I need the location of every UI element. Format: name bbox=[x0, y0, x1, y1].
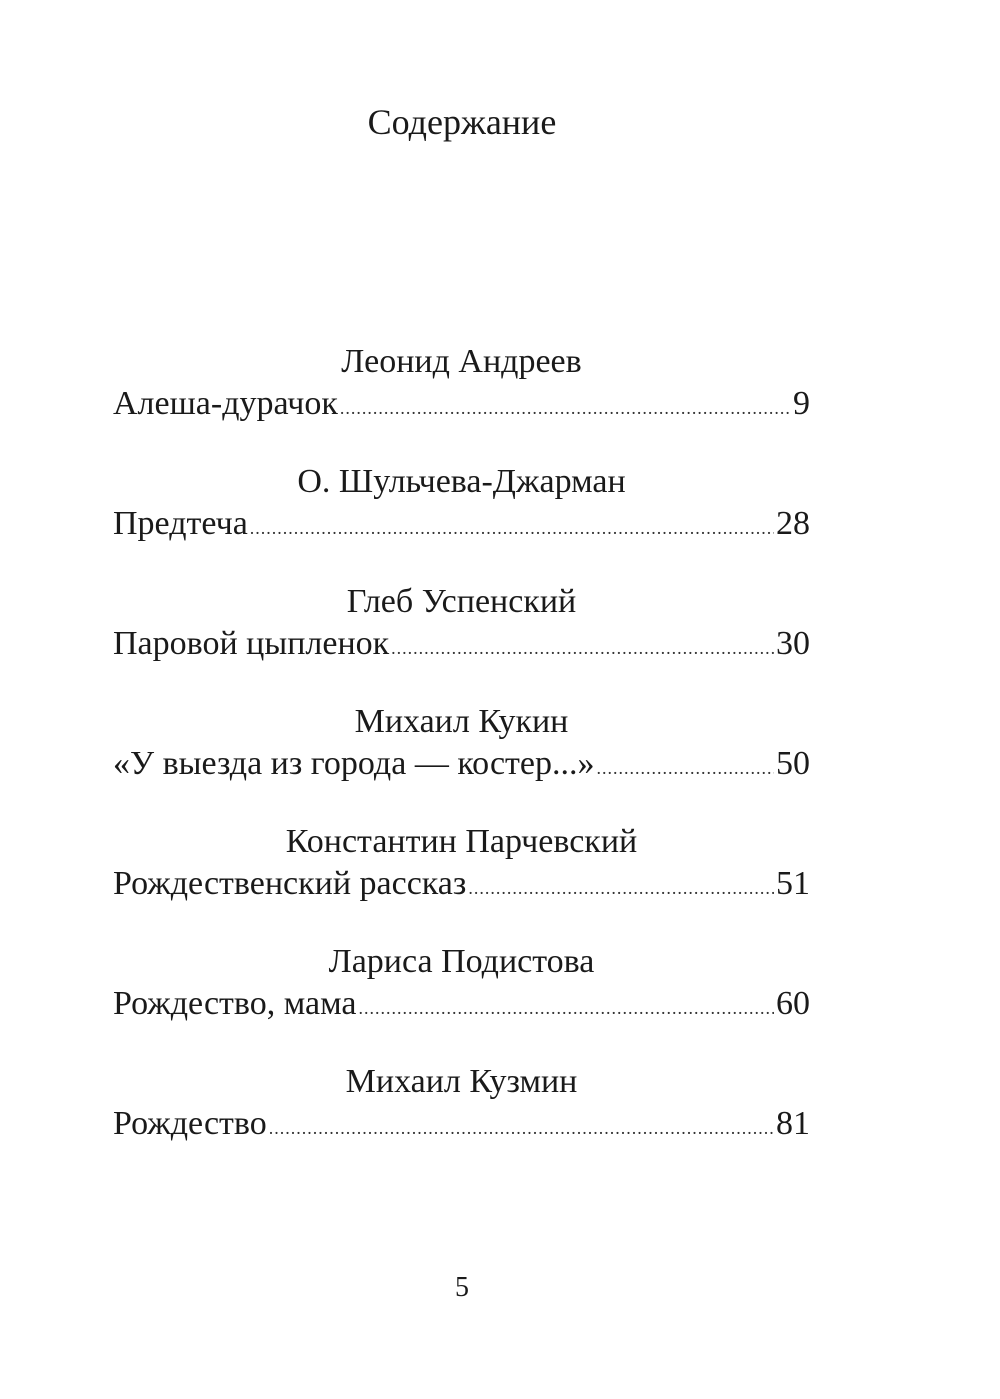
toc-page-number: 60 bbox=[776, 985, 810, 1022]
page-number: 5 bbox=[455, 1272, 469, 1303]
dot-leader bbox=[340, 384, 791, 432]
toc-page-number: 51 bbox=[776, 865, 810, 902]
toc-entry bbox=[113, 1058, 810, 1178]
toc-line[interactable] bbox=[113, 500, 810, 548]
toc-page-number: 9 bbox=[793, 385, 810, 422]
toc-entry bbox=[113, 938, 810, 1058]
toc-work-title: Предтеча bbox=[113, 505, 248, 542]
toc-line[interactable] bbox=[113, 1100, 810, 1148]
toc-entry bbox=[113, 578, 810, 698]
toc-author: Михаил Кузмин bbox=[345, 1063, 578, 1100]
toc-work-title: Рождество, мама bbox=[113, 985, 357, 1022]
toc-page-number: 28 bbox=[776, 505, 810, 542]
toc-entry bbox=[113, 818, 810, 938]
toc-line[interactable] bbox=[113, 980, 810, 1028]
dot-leader bbox=[468, 864, 774, 912]
dot-leader bbox=[358, 984, 774, 1032]
toc-work-title: «У выезда из города — костер...» bbox=[113, 745, 595, 782]
toc-entry bbox=[113, 698, 810, 818]
toc-page-number: 81 bbox=[776, 1105, 810, 1142]
toc-page-number: 50 bbox=[776, 745, 810, 782]
toc-entry bbox=[113, 338, 810, 458]
toc-line[interactable] bbox=[113, 380, 810, 428]
toc-line[interactable] bbox=[113, 740, 810, 788]
toc-author: Михаил Кукин bbox=[354, 703, 569, 740]
toc-work-title: Алеша-дурачок bbox=[113, 385, 338, 422]
toc-author: Леонид Андреев bbox=[341, 343, 582, 380]
dot-leader bbox=[391, 624, 774, 672]
toc-page-number: 30 bbox=[776, 625, 810, 662]
dot-leader bbox=[250, 504, 774, 552]
toc-work-title: Паровой цыпленок bbox=[113, 625, 390, 662]
dot-leader bbox=[269, 1104, 774, 1152]
toc-author: Глеб Успенский bbox=[346, 583, 577, 620]
toc-author: Лариса Подистова bbox=[328, 943, 595, 980]
toc-author: Константин Парчевский bbox=[285, 823, 638, 860]
toc-work-title: Рождество bbox=[113, 1105, 267, 1142]
toc-author: О. Шульчева-Джарман bbox=[297, 463, 626, 500]
toc-entry bbox=[113, 458, 810, 578]
table-of-contents bbox=[113, 338, 810, 1178]
page-title: Содержание bbox=[367, 102, 557, 142]
toc-line[interactable] bbox=[113, 860, 810, 908]
toc-work-title: Рождественский рассказ bbox=[113, 865, 467, 902]
dot-leader bbox=[597, 744, 775, 792]
toc-line[interactable] bbox=[113, 620, 810, 668]
